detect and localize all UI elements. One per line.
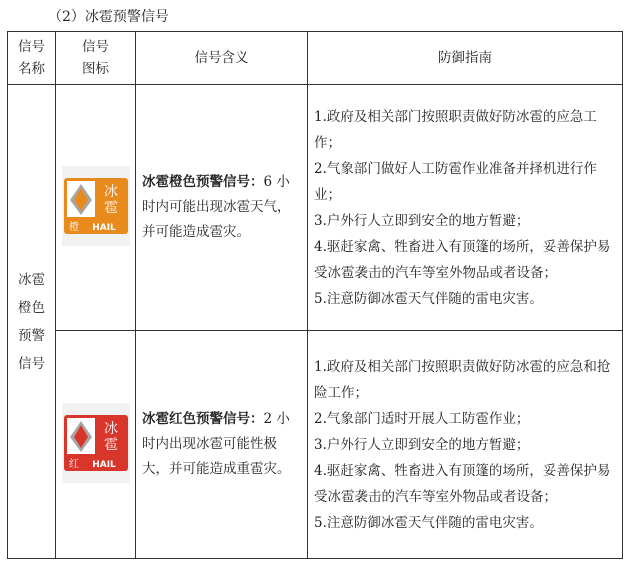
meaning-text: 6 小时内可能出现冰雹天气，并可能造成雹灾。 bbox=[142, 174, 291, 240]
guide-cell bbox=[308, 331, 623, 559]
guide-item: 4.驱赶家禽、牲畜进入有顶篷的场所，妥善保护易受冰雹袭击的汽车等室外物品或者设备； bbox=[314, 462, 611, 505]
guide-item: 2.气象部门做好人工防雹作业准备并择机进行作业； bbox=[314, 160, 597, 203]
hail-orange-warning-icon bbox=[62, 166, 130, 246]
meaning-text: 2 小时内出现冰雹可能性极大，并可能造成重雹灾。 bbox=[142, 411, 291, 477]
guide-item: 4.驱赶家禽、牲畜进入有顶篷的场所，妥善保护易受冰雹袭击的汽车等室外物品或者设备； bbox=[314, 238, 611, 281]
meaning-title: 冰雹橙色预警信号： bbox=[142, 174, 264, 190]
signal-icon-cell bbox=[56, 85, 136, 331]
table-row bbox=[8, 85, 623, 331]
signal-name-line: 橙色 bbox=[18, 299, 45, 316]
meaning-title: 冰雹红色预警信号： bbox=[142, 411, 264, 427]
header-signal-name bbox=[8, 32, 56, 85]
signal-name-cell bbox=[8, 85, 56, 559]
icon-en-label: HAIL bbox=[91, 459, 116, 470]
header-name-line1: 信号 bbox=[18, 39, 45, 55]
guide-item: 2.气象部门适时开展人工防雹作业； bbox=[314, 410, 530, 427]
guide-item: 3.户外行人立即到安全的地方暂避； bbox=[314, 436, 530, 453]
hail-warning-table bbox=[7, 31, 623, 559]
signal-name-line: 预警 bbox=[18, 327, 45, 344]
header-signal-icon bbox=[56, 32, 136, 85]
meaning-cell bbox=[136, 85, 308, 331]
table-row bbox=[8, 331, 623, 559]
guide-item: 1.政府及相关部门按照职责做好防冰雹的应急工作； bbox=[314, 108, 597, 151]
meaning-cell bbox=[136, 331, 308, 559]
icon-char-top: 冰 bbox=[103, 420, 118, 437]
icon-en-label: HAIL bbox=[91, 222, 116, 233]
header-icon-line2: 图标 bbox=[82, 61, 109, 77]
icon-char-mid: 雹 bbox=[103, 199, 118, 216]
guide-item: 3.户外行人立即到安全的地方暂避； bbox=[314, 212, 530, 229]
header-icon-line1: 信号 bbox=[82, 39, 109, 55]
section-heading: （2）冰雹预警信号 bbox=[48, 9, 169, 25]
signal-name-line: 信号 bbox=[18, 355, 45, 372]
icon-level-char: 橙 bbox=[68, 221, 79, 233]
guide-item: 1.政府及相关部门按照职责做好防冰雹的应急和抢险工作； bbox=[314, 358, 611, 401]
signal-icon-cell bbox=[56, 331, 136, 559]
signal-name-line: 冰雹 bbox=[18, 271, 45, 288]
guide-item: 5.注意防御冰雹天气伴随的雷电灾害。 bbox=[314, 290, 543, 307]
header-guide: 防御指南 bbox=[308, 32, 623, 85]
guide-item: 5.注意防御冰雹天气伴随的雷电灾害。 bbox=[314, 514, 543, 531]
icon-level-char: 红 bbox=[68, 458, 79, 470]
icon-char-mid: 雹 bbox=[103, 436, 118, 453]
header-name-line2: 名称 bbox=[18, 61, 45, 77]
header-meaning: 信号含义 bbox=[136, 32, 308, 85]
icon-char-top: 冰 bbox=[103, 183, 118, 200]
hail-red-warning-icon bbox=[62, 403, 130, 483]
header-row bbox=[8, 32, 623, 85]
guide-cell bbox=[308, 85, 623, 331]
